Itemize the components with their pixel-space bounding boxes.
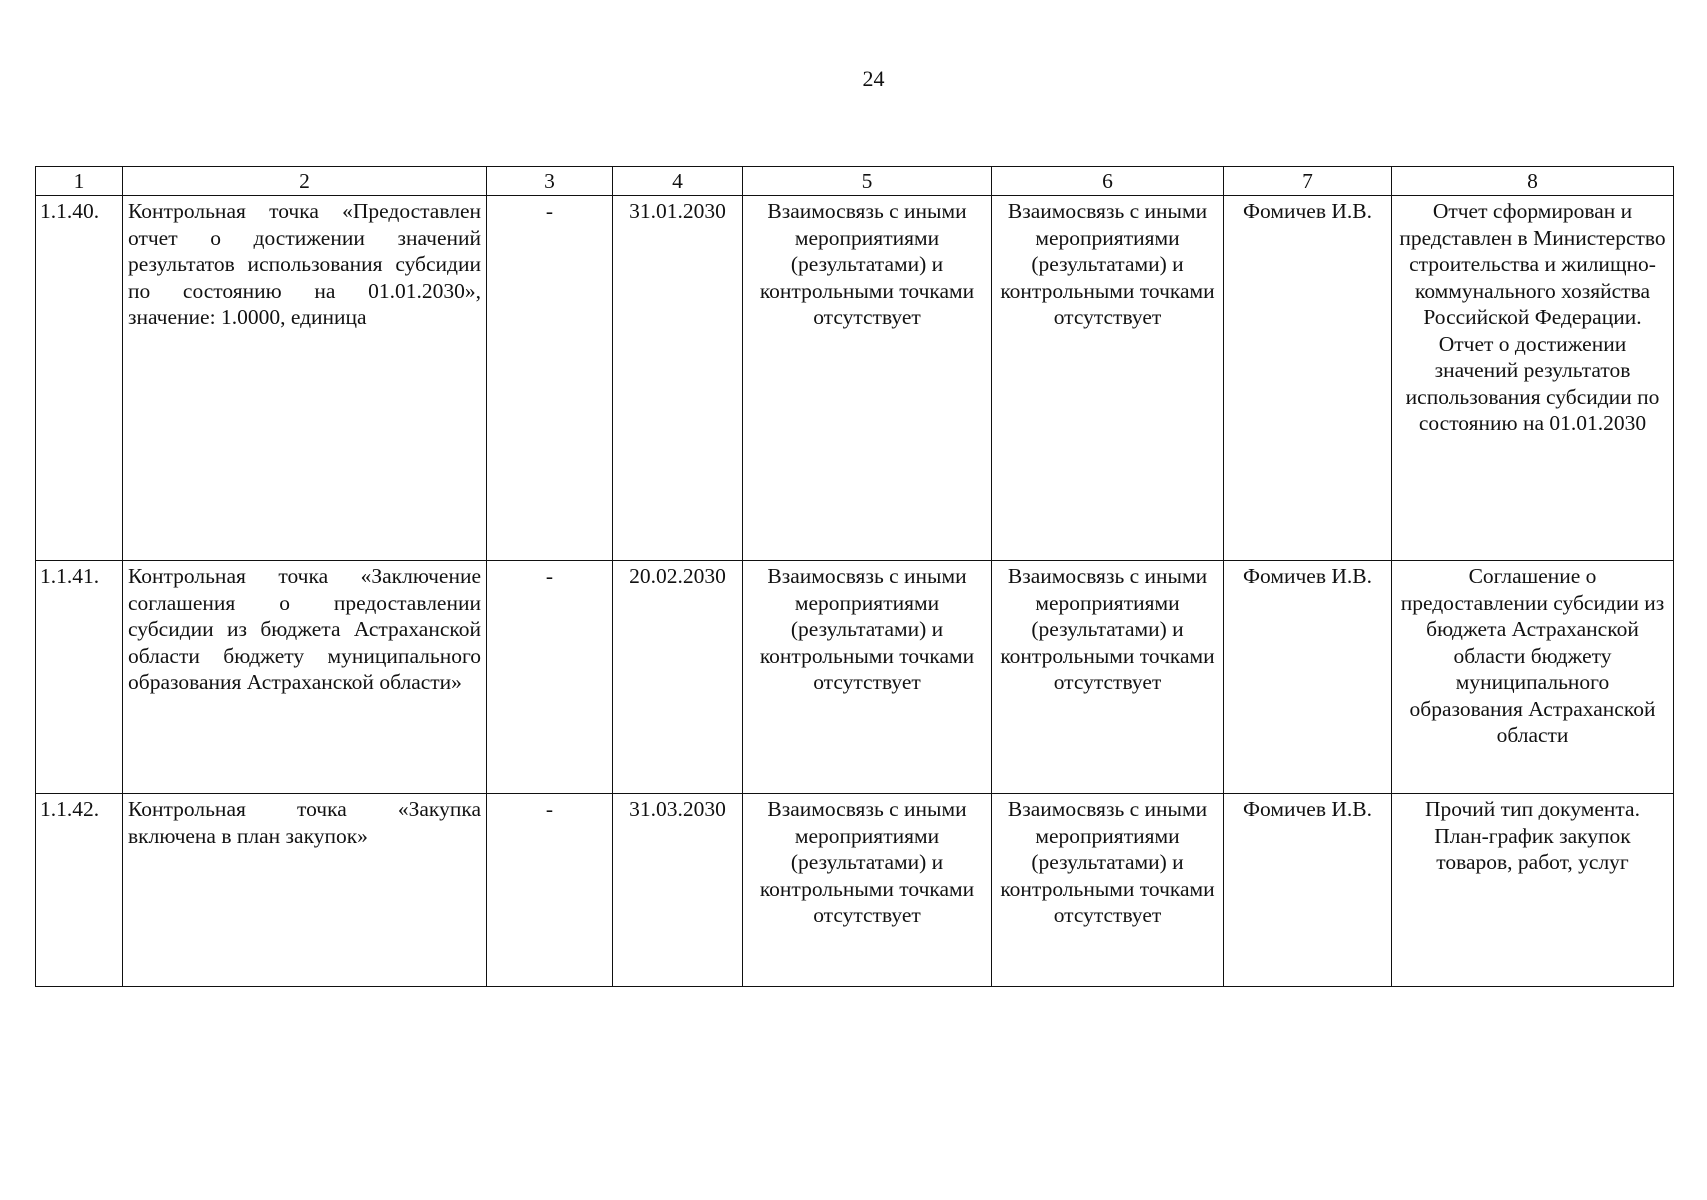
control-point-name: Контрольная точка «Предоставлен отчет о достижении значений результатов использования субсидии по состоянию на 01.01.2030», значение: 1.0000, единица — [123, 196, 487, 561]
column-3-value: - — [487, 561, 613, 794]
control-point-name: Контрольная точка «Заключение соглашения о предоставлении субсидии из бюджета Астраханской области бюджету муниципального образования Астраханской области» — [123, 561, 487, 794]
header-col-7: 7 — [1224, 167, 1392, 196]
table-header-row — [36, 167, 1674, 196]
responsible-person: Фомичев И.В. — [1224, 561, 1392, 794]
relation-text-2: Взаимосвязь с иными мероприятиями (результатами) и контрольными точками отсутствует — [992, 561, 1224, 794]
result-document: Прочий тип документа. План-график закупок товаров, работ, услуг — [1392, 794, 1674, 987]
table-row — [36, 196, 1674, 561]
row-number: 1.1.40. — [36, 196, 123, 561]
relation-text: Взаимосвязь с иными мероприятиями (результатами) и контрольными точками отсутствует — [743, 196, 992, 561]
header-col-2: 2 — [123, 167, 487, 196]
deadline-date: 20.02.2030 — [613, 561, 743, 794]
header-col-3: 3 — [487, 167, 613, 196]
column-3-value: - — [487, 794, 613, 987]
header-col-1: 1 — [36, 167, 123, 196]
relation-text: Взаимосвязь с иными мероприятиями (результатами) и контрольными точками отсутствует — [743, 794, 992, 987]
page-number: 24 — [862, 66, 885, 91]
relation-text: Взаимосвязь с иными мероприятиями (результатами) и контрольными точками отсутствует — [743, 561, 992, 794]
responsible-person: Фомичев И.В. — [1224, 794, 1392, 987]
row-number: 1.1.41. — [36, 561, 123, 794]
control-points-table — [35, 166, 1674, 987]
row-number: 1.1.42. — [36, 794, 123, 987]
column-3-value: - — [487, 196, 613, 561]
header-col-4: 4 — [613, 167, 743, 196]
relation-text-2: Взаимосвязь с иными мероприятиями (результатами) и контрольными точками отсутствует — [992, 794, 1224, 987]
deadline-date: 31.03.2030 — [613, 794, 743, 987]
header-col-8: 8 — [1392, 167, 1674, 196]
header-col-5: 5 — [743, 167, 992, 196]
control-point-name: Контрольная точка «Закупка включена в план закупок» — [123, 794, 487, 987]
table-row — [36, 794, 1674, 987]
table-row — [36, 561, 1674, 794]
result-document: Соглашение о предоставлении субсидии из бюджета Астраханской области бюджету муниципального образования Астраханской области — [1392, 561, 1674, 794]
result-document: Отчет сформирован и представлен в Министерство строительства и жилищно-коммунального хозяйства Российской Федерации. Отчет о достижении значений результатов использования субсидии по состоянию на 01.01.2030 — [1392, 196, 1674, 561]
responsible-person: Фомичев И.В. — [1224, 196, 1392, 561]
relation-text-2: Взаимосвязь с иными мероприятиями (результатами) и контрольными точками отсутствует — [992, 196, 1224, 561]
deadline-date: 31.01.2030 — [613, 196, 743, 561]
header-col-6: 6 — [992, 167, 1224, 196]
